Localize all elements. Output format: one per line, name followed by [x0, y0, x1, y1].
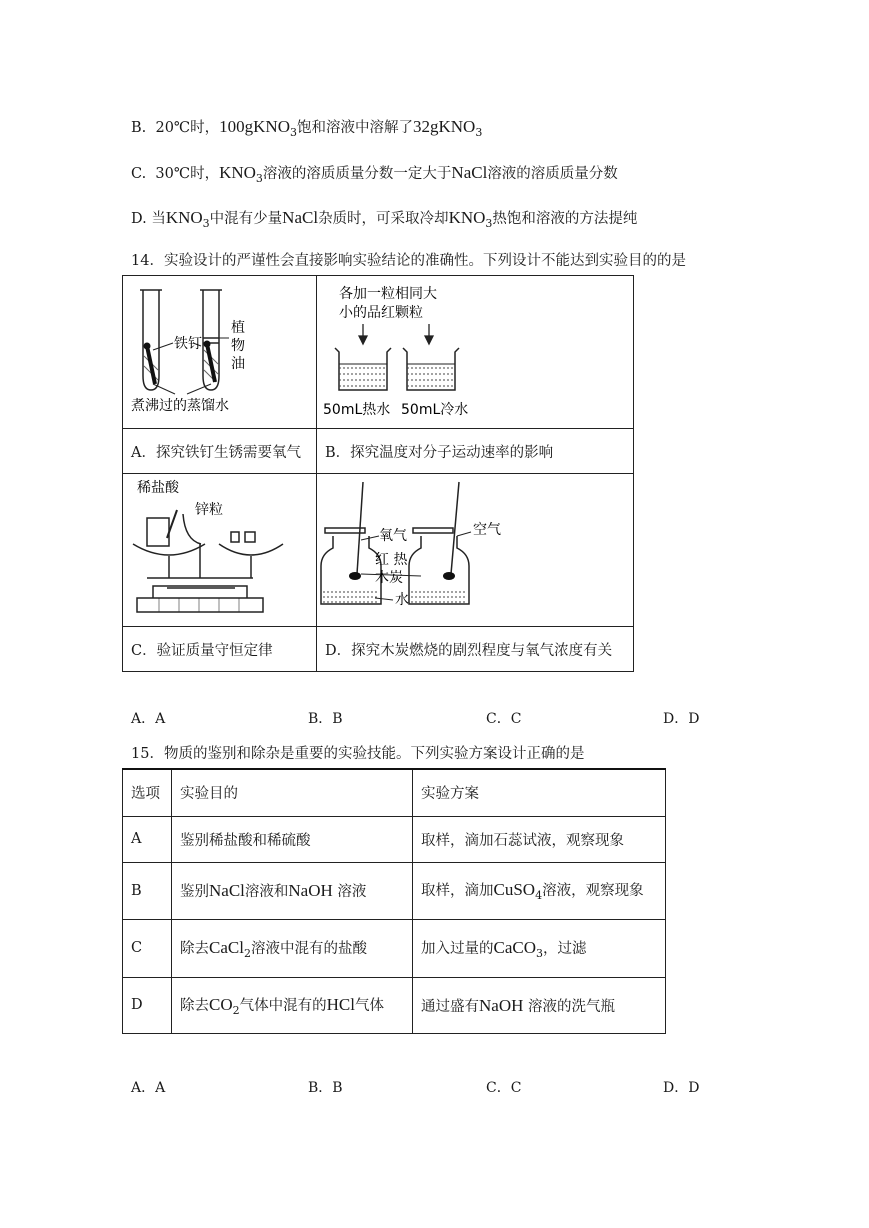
q15-choice-d[interactable]: D．D [663, 1080, 700, 1096]
svg-text:氧气: 氧气 [379, 528, 407, 544]
svg-text:红 热: 红 热 [375, 552, 408, 568]
svg-text:空气: 空气 [473, 522, 501, 538]
table-row: A 鉴别稀盐酸和稀硫酸 取样，滴加石蕊试液，观察现象 [123, 816, 666, 862]
boiled-water-label: 煮沸过的蒸馏水 [131, 398, 229, 414]
svg-text:植: 植 [231, 320, 245, 336]
header-option: 选项 [123, 769, 172, 816]
table-row: D 除去$CO_2$气体中混有的HCl气体 通过盛有NaOH 溶液的洗气瓶 [123, 977, 666, 1033]
svg-text:油: 油 [231, 356, 245, 372]
q14-choice-d[interactable]: D．D [663, 711, 700, 727]
svg-text:各加一粒相同大: 各加一粒相同大 [339, 286, 437, 302]
svg-text:木炭: 木炭 [375, 570, 403, 586]
caption-d: D．探究木炭燃烧的剧烈程度与氧气浓度有关 [317, 627, 634, 672]
svg-text:水: 水 [395, 592, 409, 608]
nail-label: 铁钉 [174, 336, 202, 352]
q14-choice-c[interactable]: C．C [486, 711, 522, 727]
header-plan: 实验方案 [413, 769, 666, 816]
q13-option-d: D. 当$KNO_3$中混有少量NaCl杂质时，可采取冷却$KNO_3$热饱和溶液的方法提纯 [131, 208, 638, 230]
svg-text:锌粒: 锌粒 [195, 502, 223, 518]
q15-table [122, 768, 666, 1034]
q13-option-c: C. 30℃时，$KNO_3$溶液的溶质质量分数一定大于NaCl溶液的溶质质量分数 [131, 163, 618, 185]
test-tube-nail-figure [123, 276, 316, 424]
svg-text:物: 物 [231, 338, 245, 354]
charcoal-combustion-figure [317, 474, 633, 622]
caption-c: C．验证质量守恒定律 [123, 627, 317, 672]
caption-a: A．探究铁钉生锈需要氧气 [123, 429, 317, 474]
figure-b-cell [317, 276, 634, 429]
q15-choice-c[interactable]: C．C [486, 1080, 522, 1096]
table-row: C 除去CaCl$_2$溶液中混有的盐酸 加入过量的CaCO$_3$，过滤 [123, 919, 666, 977]
q14-figure-table [122, 275, 634, 672]
q14-stem: 14．实验设计的严谨性会直接影响实验结论的准确性。下列设计不能达到实验目的的是 [131, 253, 686, 269]
caption-b: B．探究温度对分子运动速率的影响 [317, 429, 634, 474]
figure-a-cell [123, 276, 317, 429]
q14-choice-a[interactable]: A．A [131, 711, 166, 727]
balance-figure [123, 474, 316, 622]
q15-choice-a[interactable]: A．A [131, 1080, 166, 1096]
svg-text:50mL冷水: 50mL冷水 [401, 402, 469, 418]
svg-text:50mL热水: 50mL热水 [323, 402, 391, 418]
figure-d-cell [317, 474, 634, 627]
svg-text:小的品红颗粒: 小的品红颗粒 [339, 305, 423, 321]
header-purpose: 实验目的 [172, 769, 413, 816]
table-row: B 鉴别NaCl溶液和NaOH 溶液 取样，滴加CuSO$_4$溶液，观察现象 [123, 862, 666, 919]
q14-choice-b[interactable]: B．B [308, 711, 343, 727]
q13-option-b: B. 20℃时，100gKNO$_3$饱和溶液中溶解了32gKNO$_3$ [131, 117, 483, 139]
figure-c-cell [123, 474, 317, 627]
q15-stem: 15．物质的鉴别和除杂是重要的实验技能。下列实验方案设计正确的是 [131, 746, 585, 762]
q15-choice-b[interactable]: B．B [308, 1080, 343, 1096]
beakers-figure [317, 276, 633, 424]
svg-text:稀盐酸: 稀盐酸 [137, 480, 179, 496]
